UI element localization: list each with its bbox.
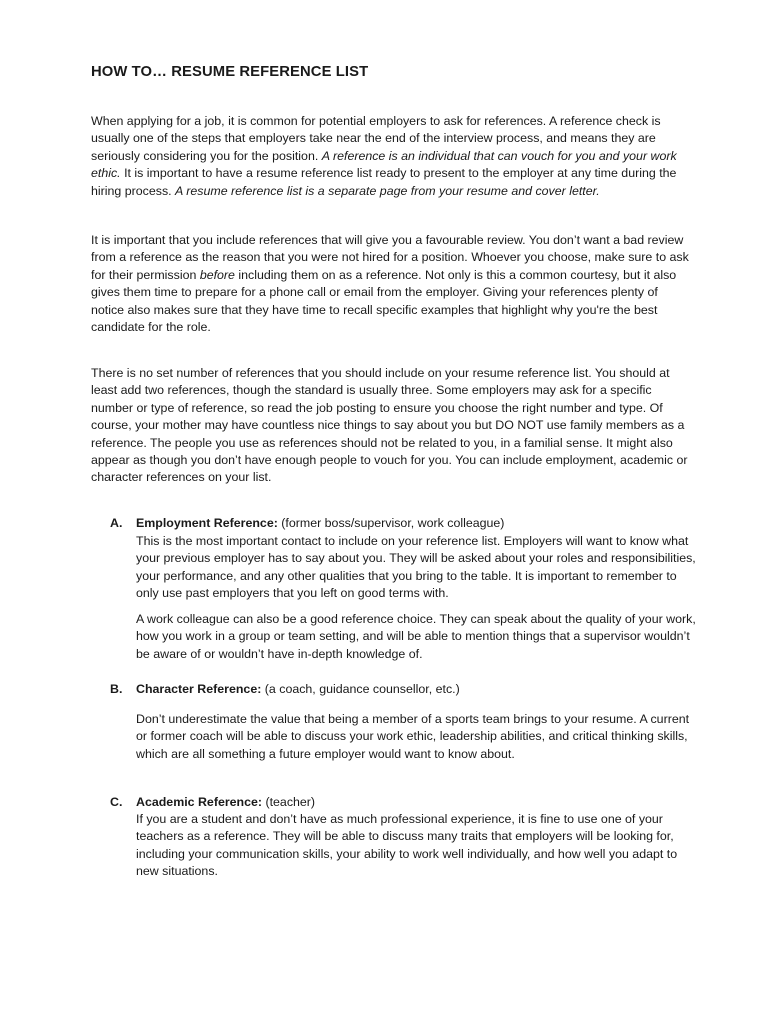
- intro-text: When applying for a job, it is common for potential employers to ask for references. A reference check is usually one of the steps that employers take near the end of the interview process, and means they are seriously considering you for the position.: [91, 114, 661, 163]
- favourable-review-paragraph: [91, 232, 691, 336]
- list-marker-c: C.: [110, 795, 123, 809]
- character-reference-label: Character Reference:: [136, 682, 262, 696]
- list-marker-a: A.: [110, 516, 123, 530]
- employment-reference-colleague-body: A work colleague can also be a good reference choice. They can speak about the quality of your work, how you work in a group or team setting, and will be able to mention things that a supervisor wouldn’t be aware of or wouldn’t have in-depth knowledge of.: [136, 612, 696, 661]
- intro-italic-note: A resume reference list is a separate page from your resume and cover letter.: [175, 183, 600, 198]
- academic-reference-body: If you are a student and don’t have as much professional experience, it is fine to use one of your teachers as a reference. They will be able to discuss many traits that employers will be looking for, including your communication skills, your ability to work well individually, and how well you adapt to new situations.: [136, 812, 678, 879]
- number-of-references-paragraph: There is no set number of references that you should include on your resume reference list. You should at least add two references, though the standard is usually three. Some employers may ask for a specific number or type of reference, so read the job posting to ensure you choose the right number and type. Of course, your mother may have countless nice things to say about you but DO NOT use family members as a reference. The people you use as references should not be related to you, in a familial sense. It might also appear as though you don’t have enough people to vouch for you. You can include employment, academic or character references on your list.: [91, 366, 688, 485]
- employment-reference-label: Employment Reference:: [136, 516, 278, 530]
- list-marker-b: B.: [110, 682, 123, 696]
- character-reference-body: Don’t underestimate the value that being a member of a sports team brings to your resume. A current or former coach will be able to discuss your work ethic, leadership abilities, and critical thinking skills, which are all something a future employer would want to know about.: [136, 712, 690, 761]
- employment-reference-body: This is the most important contact to include on your reference list. Employers will want to know what your previous employer has to say about you. They will be asked about your roles and responsibilities, your performance, and any other qualities that you bring to the table. It is important to remember to only use past employers that you left on good terms with.: [136, 534, 696, 601]
- employment-reference-heading: [136, 515, 696, 532]
- academic-reference-subtitle: (teacher): [262, 795, 316, 809]
- intro-italic-definition: A reference is an individual that can vouch for you and your work ethic.: [91, 148, 677, 181]
- academic-reference-heading: [136, 794, 696, 811]
- page-title: HOW TO… RESUME REFERENCE LIST: [91, 64, 369, 80]
- review-italic-before: before: [199, 267, 235, 282]
- character-reference-heading: [136, 681, 696, 698]
- review-text-2: including them on as a reference. Not only is this a common courtesy, but it also gives them time to prepare for a phone call or email from the employer. Giving your references plenty of notice also makes sure that they have time to recall specific examples that highlight why you're the best candidate for the role.: [91, 267, 677, 335]
- character-reference-subtitle: (a coach, guidance counsellor, etc.): [261, 682, 460, 696]
- employment-reference-subtitle: (former boss/supervisor, work colleague): [277, 516, 505, 530]
- academic-reference-label: Academic Reference:: [136, 795, 263, 809]
- intro-text-2: It is important to have a resume reference list ready to present to the employer at any time during the hiring process.: [91, 166, 677, 198]
- review-text: It is important that you include references that will give you a favourable review. You don’t want a bad review from a reference as the reason that you were not hired for a position. Whoever you choose, make sure to ask for their permission: [91, 233, 689, 282]
- intro-paragraph: [91, 113, 691, 200]
